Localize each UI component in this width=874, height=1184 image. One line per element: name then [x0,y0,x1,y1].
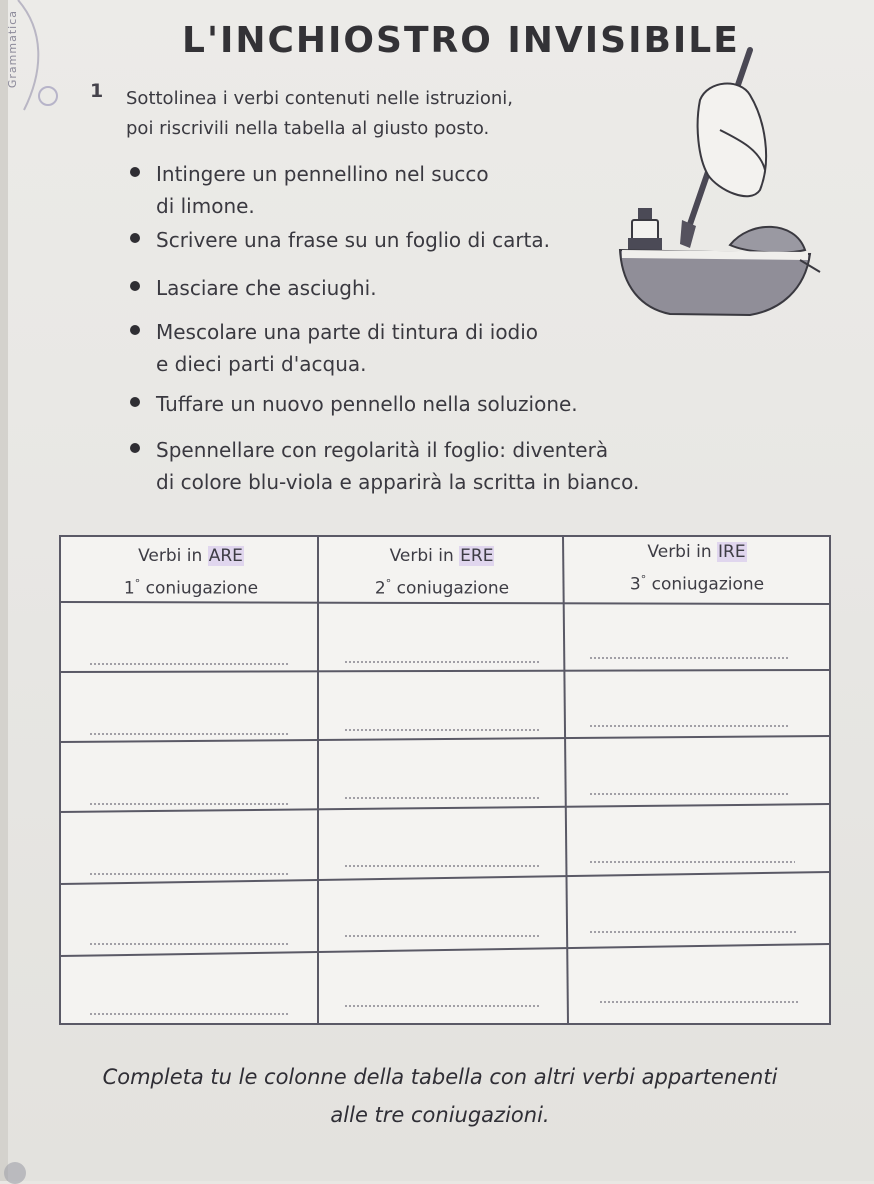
header-ordinal: 1 [123,578,135,599]
step-line-2: di colore blu-viola e apparirà la scritta in bianco. [156,470,640,494]
step-line-2: di limone. [156,194,255,218]
step-line-1: Mescolare una parte di tintura di iodio [156,320,539,344]
footer-instruction [60,1058,820,1134]
exercise-number: 1 [90,80,116,102]
header-degree: ° [134,577,141,590]
header-ending: IRE [718,542,746,562]
header-label: coniugazione [145,578,259,599]
header-ending: ERE [460,546,494,566]
header-degree: ° [385,577,392,590]
step-line-1: Intingere un pennellino nel succo [156,162,489,186]
side-label: Grammatica [6,10,19,89]
header-label: coniugazione [651,574,765,595]
column-header-are [76,542,306,603]
header-prefix: Verbi in [389,546,460,566]
header-prefix: Verbi in [647,542,717,562]
step-line-1: Spennellare con regolarità il foglio: diventerà [156,438,609,462]
page-title: L'INCHIOSTRO INVISIBILE [182,20,740,61]
footer-line-1: Completa tu le colonne della tabella con altri verbi appartenenti [102,1065,778,1089]
header-prefix: Verbi in [138,546,208,566]
step-line-1: Scrivere una frase su un foglio di carta. [156,228,551,252]
step-line-1: Tuffare un nuovo pennello nella soluzione. [156,392,578,416]
column-header-ire [572,538,822,599]
step-line-1: Lasciare che asciughi. [156,276,377,300]
step-line-2: e dieci parti d'acqua. [156,352,367,376]
header-degree: ° [640,573,647,586]
header-ordinal: 3 [629,574,641,595]
instruction-line-2: poi riscrivili nella tabella al giusto posto. [126,118,490,139]
footer-line-2: alle tre coniugazioni. [330,1103,550,1127]
header-label: coniugazione [396,578,510,599]
column-header-ere [326,542,558,603]
header-ending: ARE [208,546,243,566]
header-ordinal: 2 [374,578,386,599]
instruction-line-1: Sottolinea i verbi contenuti nelle istruzioni, [126,88,513,109]
